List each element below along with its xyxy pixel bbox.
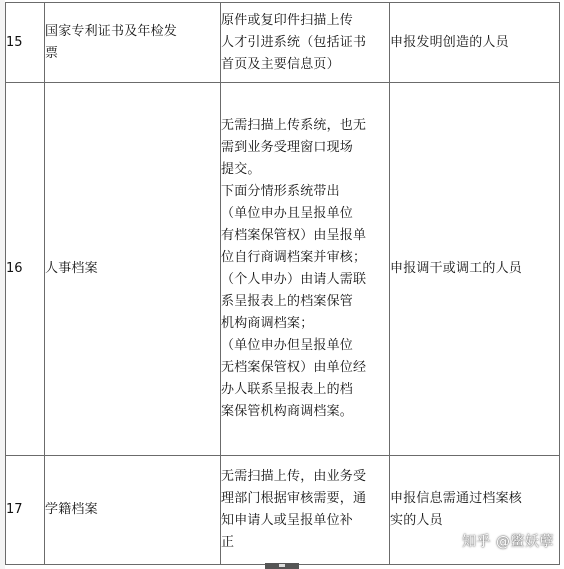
- row-number-text: 16: [6, 261, 23, 276]
- applicable-person-line: 实的人员: [390, 513, 443, 528]
- submission-line: 正: [221, 535, 235, 550]
- submission-line: 知申请人或呈报单位补: [221, 513, 354, 528]
- submission-line: 需到业务受理窗口现场: [221, 140, 354, 155]
- submission-method-cell: [221, 83, 390, 456]
- submission-line: 无档案保管权）由单位经: [221, 360, 367, 375]
- submission-line: 理部门根据审核需要，通: [221, 491, 367, 506]
- submission-line: 下面分情形系统带出: [221, 184, 340, 199]
- submission-line: 办人联系呈报表上的档: [221, 382, 354, 397]
- submission-line: 机构商调档案；: [221, 316, 314, 331]
- submission-line: 无需扫描上传，由业务受: [221, 469, 367, 484]
- row-number: [6, 456, 45, 565]
- material-name-cell: [45, 3, 221, 83]
- material-name-line: 票: [45, 45, 59, 61]
- submission-line: 无需扫描上传系统，也无: [221, 118, 367, 133]
- submission-line: 提交。: [221, 162, 261, 177]
- archive-materials-table: [5, 2, 560, 565]
- submission-line: 原件或复印件扫描上传: [221, 12, 354, 28]
- row-number: [6, 83, 45, 456]
- applicable-person-cell: [390, 83, 560, 456]
- image-expand-handle[interactable]: [265, 563, 299, 569]
- material-name-cell: [45, 456, 221, 565]
- material-name-line: 学籍档案: [45, 502, 98, 517]
- row-number-text: 15: [6, 34, 23, 50]
- submission-line: 有档案保管权）由呈报单: [221, 228, 367, 243]
- row-number-text: 17: [6, 502, 23, 517]
- submission-line: 人才引进系统（包括证书: [221, 34, 367, 50]
- applicable-person-text: 申报发明创造的人员: [390, 34, 509, 50]
- submission-line: 系呈报表上的档案保管: [221, 294, 354, 309]
- submission-line: （单位申办但呈报单位: [221, 338, 354, 353]
- zhihu-watermark: 知乎 @鳖妖孽: [462, 534, 554, 550]
- material-name-line: 人事档案: [45, 261, 98, 276]
- applicable-person-line: 申报信息需通过档案核: [390, 491, 523, 506]
- submission-method-cell: [221, 456, 390, 565]
- row-number: [6, 3, 45, 83]
- submission-method-cell: [221, 3, 390, 83]
- applicable-person-cell: [390, 3, 560, 83]
- submission-line: （单位申办且呈报单位: [221, 206, 354, 221]
- table-row: [6, 3, 560, 83]
- submission-line: 首页及主要信息页）: [221, 56, 340, 72]
- submission-line: 位自行商调档案并审核；: [221, 250, 367, 265]
- material-name-cell: [45, 83, 221, 456]
- material-name-line: 国家专利证书及年检发: [45, 23, 178, 39]
- table-row: [6, 83, 560, 456]
- submission-line: （个人申办）由请人需联: [221, 272, 367, 287]
- submission-line: 案保管机构商调档案。: [221, 404, 354, 419]
- applicable-person-text: 申报调干或调工的人员: [390, 261, 523, 276]
